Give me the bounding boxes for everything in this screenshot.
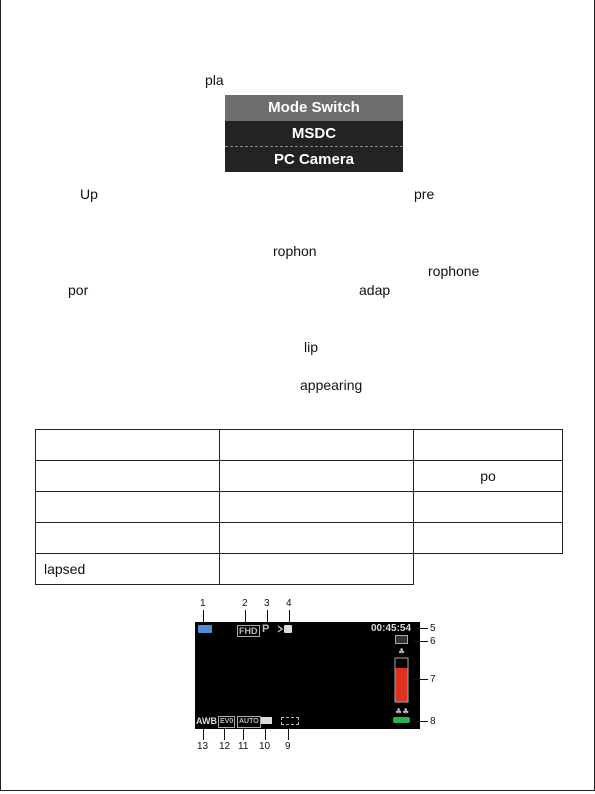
table-row <box>36 492 563 523</box>
text-fragment: Up <box>80 186 98 202</box>
callout-line <box>203 729 204 740</box>
info-table <box>35 429 563 585</box>
callout-number: 5 <box>430 623 436 634</box>
svg-text:♣: ♣ <box>398 647 406 656</box>
menu-item-pc-camera[interactable]: PC Camera <box>273 151 355 168</box>
text-fragment: pre <box>414 186 435 202</box>
ev-icon: EV0 <box>218 716 235 728</box>
table-cell <box>36 523 220 554</box>
callout-number: 6 <box>430 636 436 647</box>
zoom-bar-icon <box>394 646 410 716</box>
mode-switch-title: Mode Switch <box>225 95 403 121</box>
callout-number: 7 <box>430 674 436 685</box>
table-cell: lapsed <box>36 554 220 585</box>
callout-line <box>413 641 428 642</box>
callout-number: 9 <box>285 741 291 752</box>
table-cell-empty <box>414 554 563 585</box>
table-cell <box>36 461 220 492</box>
table-cell <box>220 430 414 461</box>
callout-number: 3 <box>264 598 270 609</box>
callout-line <box>415 628 428 629</box>
callout-line <box>288 729 289 740</box>
awb-icon: AWB <box>196 716 217 726</box>
callout-number: 10 <box>259 741 271 752</box>
callout-line <box>243 729 244 740</box>
callout-line <box>413 721 428 722</box>
text-fragment: lip <box>304 339 319 355</box>
sd-card-icon <box>395 635 408 644</box>
menu-item-msdc[interactable]: MSDC <box>291 125 337 142</box>
table-row <box>36 554 563 585</box>
table-cell <box>220 554 414 585</box>
table-row <box>36 461 563 492</box>
callout-number: 4 <box>286 598 292 609</box>
callout-line <box>224 729 225 740</box>
text-fragment: adap <box>359 282 391 298</box>
p-icon: P <box>262 623 270 635</box>
table-cell: po <box>414 461 563 492</box>
camera-screen <box>195 622 420 729</box>
mode-switch-menu <box>225 95 403 172</box>
table-cell <box>36 430 220 461</box>
table-cell <box>220 492 414 523</box>
callout-line <box>289 610 290 623</box>
callout-number: 8 <box>430 716 436 727</box>
text-fragment: rophon <box>273 243 317 259</box>
table-cell <box>220 461 414 492</box>
frames-icon <box>281 717 299 725</box>
callout-line <box>265 729 266 740</box>
table-cell <box>414 430 563 461</box>
text-fragment: pla <box>205 72 224 88</box>
table-cell <box>414 492 563 523</box>
callout-number: 12 <box>219 741 231 752</box>
table-cell <box>414 523 563 554</box>
camera-icon <box>198 625 212 633</box>
iso-icon: AUTO <box>237 716 261 728</box>
callout-line <box>267 610 268 623</box>
exposure-icon <box>261 717 272 724</box>
table-row <box>36 430 563 461</box>
table-cell <box>36 492 220 523</box>
text-fragment: por <box>68 282 89 298</box>
zoom-level-bar <box>395 668 408 702</box>
callout-line <box>245 610 246 623</box>
callout-number: 11 <box>238 741 249 752</box>
svg-text:♣♣: ♣♣ <box>395 707 410 716</box>
table-row <box>36 523 563 554</box>
text-fragment: rophone <box>428 263 480 279</box>
callout-number: 13 <box>197 741 209 752</box>
callout-line <box>413 679 428 680</box>
time-display: 00:45:54 <box>371 623 412 634</box>
battery-icon <box>393 717 410 723</box>
callout-number: 2 <box>242 598 248 609</box>
text-fragment: appearing <box>300 377 363 393</box>
callout-line <box>203 610 204 623</box>
motion-icon <box>277 624 293 634</box>
table-cell <box>220 523 414 554</box>
resolution-icon: FHD <box>239 626 258 636</box>
callout-number: 1 <box>200 598 206 609</box>
